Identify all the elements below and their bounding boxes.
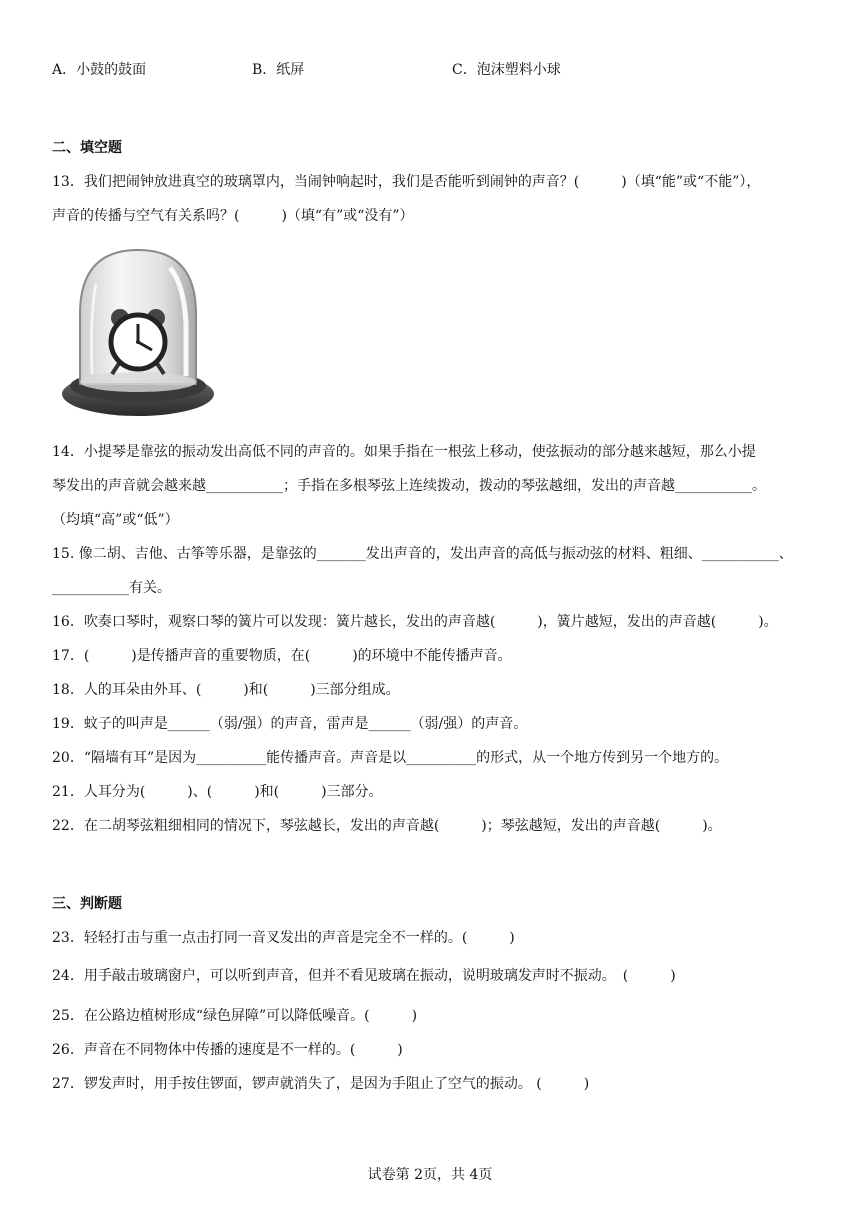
question-24: 24．用手敲击玻璃窗户，可以听到声音，但并不看见玻璃在振动，说明玻璃发声时不振动。 ( ): [52, 968, 676, 984]
question-21: 21．人耳分为( )、( )和( )三部分。: [52, 784, 383, 800]
question-19: 19．蚊子的叫声是______（弱/强）的声音，雷声是______（弱/强）的声音。: [52, 716, 528, 732]
question-17: 17．( )是传播声音的重要物质，在( )的环境中不能传播声音。: [52, 648, 512, 664]
option-a: A．小鼓的鼓面: [52, 62, 147, 78]
option-c: C．泡沫塑料小球: [452, 62, 561, 78]
question-14-line-3: （均填“高”或“低”）: [52, 512, 179, 528]
question-23: 23．轻轻打击与重一点击打同一音叉发出的声音是完全不一样的。( ): [52, 930, 515, 946]
question-18: 18．人的耳朵由外耳、( )和( )三部分组成。: [52, 682, 400, 698]
question-15-line-2: ___________有关。: [52, 580, 171, 596]
question-16: 16．吹奏口琴时，观察口琴的簧片可以发现：簧片越长，发出的声音越( )，簧片越短，发出的声音越( )。: [52, 614, 778, 630]
question-22: 22．在二胡琴弦粗细相同的情况下，琴弦越长，发出的声音越( )；琴弦越短，发出的声音越( )。: [52, 818, 722, 834]
question-25: 25．在公路边植树形成“绿色屏障”可以降低噪音。( ): [52, 1008, 418, 1024]
question-13-line-1: 13．我们把闹钟放进真空的玻璃罩内，当闹钟响起时，我们是否能听到闹钟的声音？( )（填“能”或“不能”），: [52, 174, 761, 190]
question-27: 27．锣发声时，用手按住锣面，锣声就消失了，是因为手阻止了空气的振动。 ( ): [52, 1076, 590, 1092]
question-13-line-2: 声音的传播与空气有关系吗？( )（填“有”或“没有”）: [52, 208, 414, 224]
page-footer: 试卷第 2页，共 4页: [367, 1167, 493, 1183]
section-title-true-false: 三、判断题: [52, 896, 122, 912]
bell-jar-alarm-clock-illustration: [56, 244, 216, 424]
section-title-fill-blank: 二、填空题: [52, 140, 122, 156]
question-20: 20．“隔墙有耳”是因为__________能传播声音。声音是以__________的形式，从一个地方传到另一个地方的。: [52, 750, 729, 766]
question-14-line-1: 14．小提琴是靠弦的振动发出高低不同的声音的。如果手指在一根弦上移动，使弦振动的部分越来越短，那么小提: [52, 444, 756, 460]
question-15-line-1: 15. 像二胡、吉他、古筝等乐器，是靠弦的_______发出声音的，发出声音的高低与振动弦的材料、粗细、___________、: [52, 546, 793, 562]
option-b: B．纸屏: [252, 62, 305, 78]
question-26: 26．声音在不同物体中传播的速度是不一样的。( ): [52, 1042, 403, 1058]
question-14-line-2: 琴发出的声音就会越来越___________；手指在多根琴弦上连续拨动，拨动的琴弦越细，发出的声音越___________。: [52, 478, 766, 494]
